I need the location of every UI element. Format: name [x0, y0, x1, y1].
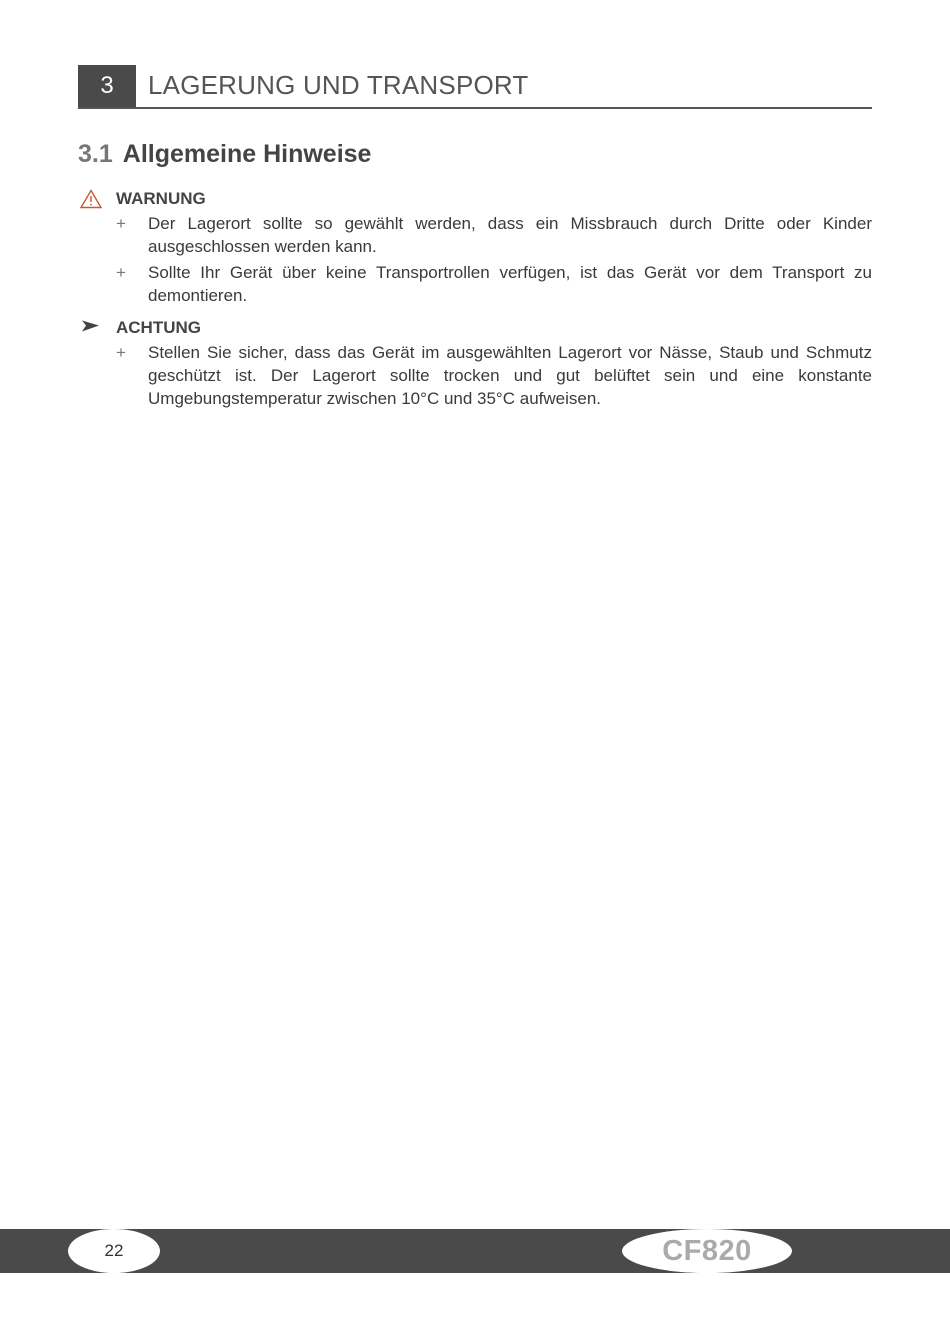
section-number: 3.1	[78, 140, 113, 168]
chapter-title: LAGERUNG UND TRANSPORT	[148, 70, 529, 100]
model-name: CF820	[622, 1229, 792, 1273]
warning-triangle-icon	[80, 189, 102, 209]
caution-item-text: Stellen Sie sicher, dass das Gerät im ausgewählten Lagerort vor Nässe, Staub und Schmutz geschützt ist. Der Lagerort sollte trocken und gut belüftet sein und eine konstante Umgebungstemperatur zwischen 10°C und 35°C aufweisen.	[148, 343, 872, 408]
bullet-plus: +	[116, 343, 126, 362]
section-heading	[78, 140, 371, 169]
chapter-header	[78, 65, 872, 109]
caution-heading: ACHTUNG	[116, 318, 201, 337]
warning-item-text: Der Lagerort sollte so gewählt werden, dass ein Missbrauch durch Dritte oder Kinder ausgeschlossen werden kann.	[148, 214, 872, 256]
section-title: Allgemeine Hinweise	[122, 140, 372, 168]
warning-heading: WARNUNG	[116, 189, 206, 208]
arrow-pointer-icon	[82, 320, 100, 332]
list-item	[116, 341, 872, 410]
warning-item-text: Sollte Ihr Gerät über keine Transportrollen verfügen, ist das Gerät vor dem Transport zu demontieren.	[148, 263, 872, 305]
list-item	[116, 212, 872, 258]
bullet-plus: +	[116, 263, 126, 282]
chapter-number: 3	[78, 65, 136, 107]
page-number: 22	[68, 1229, 160, 1273]
bullet-plus: +	[116, 214, 126, 233]
list-item	[116, 261, 872, 307]
